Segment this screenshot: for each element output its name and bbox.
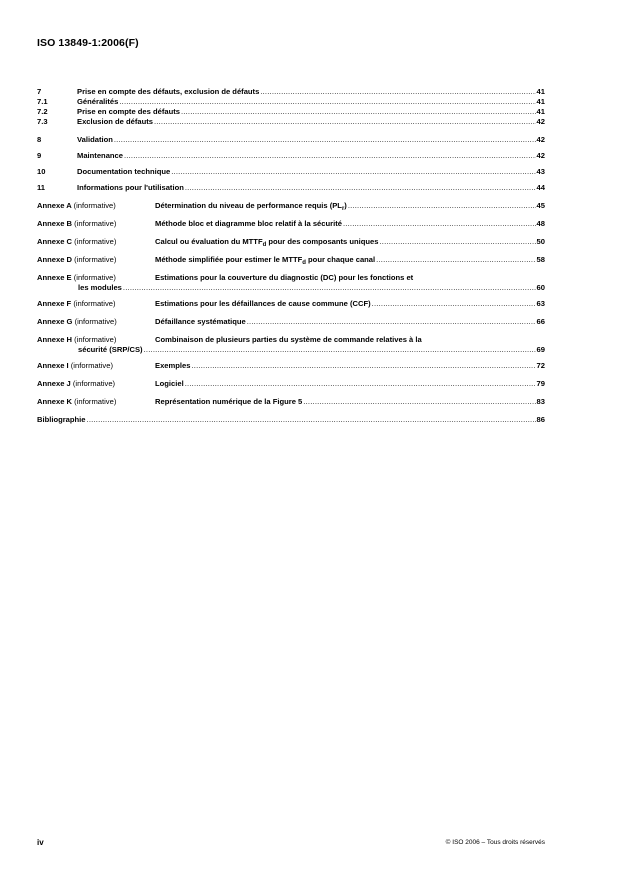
dot-leader xyxy=(119,97,535,107)
copyright-notice: © ISO 2006 – Tous droits réservés xyxy=(445,839,545,846)
toc-title: Exemples xyxy=(155,361,191,370)
annex-info: (informative) xyxy=(73,299,116,308)
toc-title: Généralités xyxy=(77,97,119,106)
page-number: iv xyxy=(37,838,44,847)
toc-entry-7[interactable] xyxy=(37,87,545,97)
annex-prefix xyxy=(37,379,155,389)
table-of-contents xyxy=(37,87,545,425)
toc-entry-annex-k[interactable] xyxy=(37,397,545,407)
annex-label: Annexe G xyxy=(37,317,73,326)
toc-page: 42 xyxy=(536,117,545,126)
title-part: ) xyxy=(344,201,347,210)
toc-line xyxy=(37,283,545,293)
annex-prefix xyxy=(37,361,155,371)
toc-number: 7.2 xyxy=(37,107,48,116)
toc-entry-10[interactable] xyxy=(37,167,545,177)
toc-title xyxy=(155,201,347,211)
annex-label: Annexe I xyxy=(37,361,69,370)
toc-page: 69 xyxy=(536,345,545,354)
toc-entry-annex-b[interactable] xyxy=(37,219,545,229)
toc-title xyxy=(155,255,375,265)
toc-title: Validation xyxy=(77,135,113,144)
toc-entry-9[interactable] xyxy=(37,151,545,161)
dot-leader xyxy=(380,237,536,247)
toc-title: Maintenance xyxy=(77,151,123,160)
annex-prefix xyxy=(37,335,155,345)
annex-label: Annexe E xyxy=(37,273,72,282)
toc-title: Estimations pour les défaillances de cause commune (CCF) xyxy=(155,299,371,308)
toc-page: 86 xyxy=(536,415,545,424)
toc-number: 10 xyxy=(37,167,46,176)
toc-entry-annex-j[interactable] xyxy=(37,379,545,389)
toc-entry-annex-d[interactable] xyxy=(37,255,545,265)
annex-info: (informative) xyxy=(73,201,116,210)
toc-title: Bibliographie xyxy=(37,415,86,424)
toc-page: 44 xyxy=(536,183,545,192)
toc-page: 45 xyxy=(536,201,545,210)
toc-entry-annex-e[interactable] xyxy=(37,273,545,293)
toc-number: 7.3 xyxy=(37,117,48,126)
annex-info: (informative) xyxy=(70,361,113,370)
title-part: Calcul ou évaluation du MTTF xyxy=(155,237,263,246)
toc-page: 41 xyxy=(536,107,545,116)
toc-title: Défaillance systématique xyxy=(155,317,246,326)
annex-info: (informative) xyxy=(72,379,116,388)
toc-title: Combinaison de plusieurs parties du système de commande relatives à la xyxy=(155,335,422,344)
title-part: pour des composants uniques xyxy=(266,237,379,246)
annex-info: (informative) xyxy=(74,335,117,344)
toc-page: 42 xyxy=(536,135,545,144)
annex-prefix xyxy=(37,219,155,229)
toc-number: 7 xyxy=(37,87,42,96)
title-subscript: d xyxy=(262,242,267,248)
dot-leader xyxy=(191,361,535,371)
annex-info: (informative) xyxy=(74,317,117,326)
toc-line xyxy=(37,335,545,345)
toc-entry-annex-g[interactable] xyxy=(37,317,545,327)
title-part: pour chaque canal xyxy=(305,255,376,264)
toc-page: 72 xyxy=(536,361,545,370)
annex-prefix xyxy=(37,317,155,327)
annex-label: Annexe F xyxy=(37,299,72,308)
toc-page: 42 xyxy=(536,151,545,160)
toc-entry-annex-c[interactable] xyxy=(37,237,545,247)
dot-leader xyxy=(154,117,536,127)
toc-title: Prise en compte des défauts, exclusion de défauts xyxy=(77,87,260,96)
toc-entry-7-3[interactable] xyxy=(37,117,545,127)
annex-info: (informative) xyxy=(74,219,117,228)
toc-entry-annex-f[interactable] xyxy=(37,299,545,309)
dot-leader xyxy=(376,255,535,265)
toc-title: Estimations pour la couverture du diagnostic (DC) pour les fonctions et xyxy=(155,273,414,282)
toc-number: 8 xyxy=(37,135,42,144)
toc-page: 66 xyxy=(536,317,545,326)
toc-line xyxy=(37,273,545,283)
dot-leader xyxy=(303,397,535,407)
toc-number: 11 xyxy=(37,183,46,192)
dot-leader xyxy=(372,299,536,309)
annex-prefix xyxy=(37,237,155,247)
annex-prefix xyxy=(37,397,155,407)
dot-leader xyxy=(260,87,535,97)
toc-entry-8[interactable] xyxy=(37,135,545,145)
annex-prefix xyxy=(37,201,155,211)
title-part: Détermination du niveau de performance requis (PL xyxy=(155,201,342,210)
title-subscript: r xyxy=(341,206,345,212)
toc-page: 63 xyxy=(536,299,545,308)
annex-prefix xyxy=(37,299,155,309)
toc-title: Documentation technique xyxy=(77,167,171,176)
toc-page: 60 xyxy=(536,283,545,292)
title-subscript: d xyxy=(302,260,306,266)
dot-leader xyxy=(87,415,536,425)
toc-title: Représentation numérique de la Figure 5 xyxy=(155,397,303,406)
dot-leader xyxy=(343,219,536,229)
annex-info: (informative) xyxy=(74,397,117,406)
toc-page: 41 xyxy=(536,97,545,106)
toc-page: 43 xyxy=(536,167,545,176)
dot-leader xyxy=(114,135,536,145)
annex-label: Annexe K xyxy=(37,397,73,406)
annex-label: Annexe A xyxy=(37,201,72,210)
dot-leader xyxy=(185,379,536,389)
toc-entry-annex-i[interactable] xyxy=(37,361,545,371)
toc-line xyxy=(37,345,545,355)
annex-label: Annexe B xyxy=(37,219,73,228)
toc-page: 58 xyxy=(536,255,545,264)
toc-entry-annex-h[interactable] xyxy=(37,335,545,355)
document-id: ISO 13849-1:2006(F) xyxy=(37,37,139,49)
toc-page: 83 xyxy=(536,397,545,406)
dot-leader xyxy=(181,107,536,117)
toc-entry-7-2[interactable] xyxy=(37,107,545,117)
annex-label: Annexe H xyxy=(37,335,73,344)
toc-number: 9 xyxy=(37,151,42,160)
toc-page: 79 xyxy=(536,379,545,388)
annex-label: Annexe D xyxy=(37,255,73,264)
toc-title: Méthode bloc et diagramme bloc relatif à la sécurité xyxy=(155,219,342,228)
title-part: Méthode simplifiée pour estimer le MTTF xyxy=(155,255,303,264)
dot-leader xyxy=(123,283,536,293)
toc-number: 7.1 xyxy=(37,97,48,106)
toc-title: les modules xyxy=(78,283,122,292)
toc-entry-bibliography[interactable] xyxy=(37,415,545,425)
annex-prefix xyxy=(37,255,155,265)
toc-title: Logiciel xyxy=(155,379,184,388)
annex-info: (informative) xyxy=(74,255,117,264)
annex-label: Annexe C xyxy=(37,237,73,246)
annex-info: (informative) xyxy=(73,273,116,282)
dot-leader xyxy=(348,201,536,211)
dot-leader xyxy=(171,167,535,177)
toc-title: Exclusion de défauts xyxy=(77,117,153,126)
toc-title: Prise en compte des défauts xyxy=(77,107,180,116)
toc-page: 50 xyxy=(536,237,545,246)
toc-entry-7-1[interactable] xyxy=(37,97,545,107)
toc-page: 48 xyxy=(536,219,545,228)
annex-prefix xyxy=(37,273,155,283)
toc-title xyxy=(155,237,379,247)
toc-title: sécurité (SRP/CS) xyxy=(78,345,143,354)
annex-label: Annexe J xyxy=(37,379,71,388)
dot-leader xyxy=(144,345,536,355)
toc-title: Informations pour l'utilisation xyxy=(77,183,184,192)
annex-info: (informative) xyxy=(74,237,117,246)
toc-entry-annex-a[interactable] xyxy=(37,201,545,211)
toc-page: 41 xyxy=(536,87,545,96)
toc-entry-11[interactable] xyxy=(37,183,545,193)
dot-leader xyxy=(247,317,536,327)
dot-leader xyxy=(124,151,536,161)
dot-leader xyxy=(185,183,536,193)
